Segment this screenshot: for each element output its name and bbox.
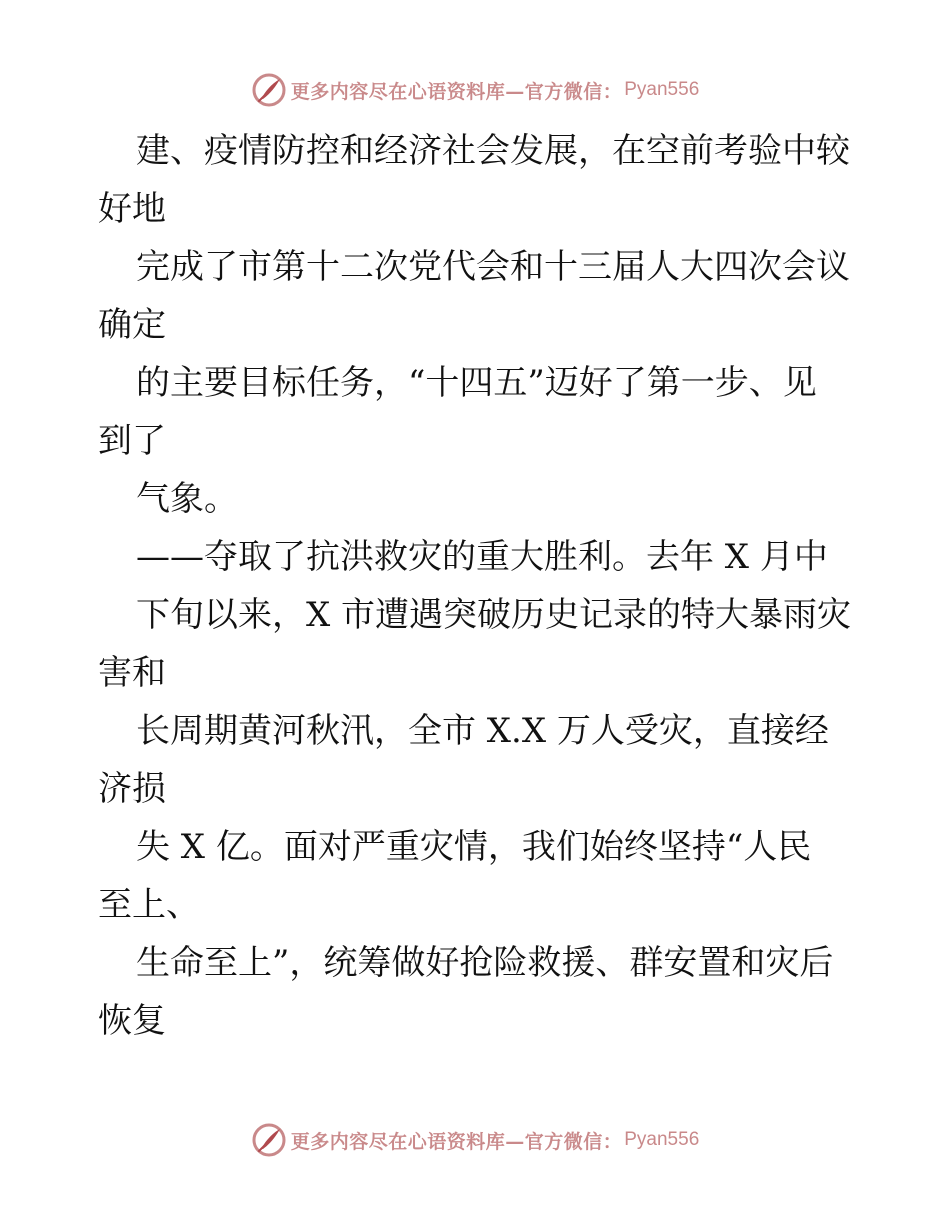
text-line: 完成了市第十二次党代会和十三届人大四次会议	[136, 247, 850, 287]
text-line: 建、疫情防控和经济社会发展，在空前考验中较	[136, 131, 850, 171]
text-line: 的主要目标任务，“十四五”迈好了第一步、见	[136, 363, 817, 403]
header-banner	[0, 70, 950, 110]
text-line: 害和	[98, 653, 166, 693]
document-body	[98, 122, 858, 1050]
banner-text: 更多内容尽在心语资料库—官方微信：	[290, 80, 623, 103]
text-line: 气象。	[136, 479, 238, 519]
text-line: 好地	[98, 189, 166, 229]
text-line: 长周期黄河秋汛，全市 X.X 万人受灾，直接经	[136, 711, 829, 751]
text-line: 确定	[98, 305, 166, 345]
footer-banner	[0, 1120, 950, 1160]
text-line: 生命至上”，统筹做好抢险救援、群安置和灾后	[136, 943, 834, 983]
header-banner-inner	[251, 72, 700, 108]
text-line: 恢复	[98, 1001, 166, 1041]
footer-banner-inner	[251, 1122, 700, 1158]
text-line: ——夺取了抗洪救灾的重大胜利。去年 X 月中	[136, 537, 828, 577]
text-line: 失 X 亿。面对严重灾情，我们始终坚持“人民	[136, 827, 812, 867]
text-line: 到了	[98, 421, 166, 461]
banner-wechat-id: Pyan556	[624, 79, 700, 100]
text-line: 下旬以来，X 市遭遇突破历史记录的特大暴雨灾	[136, 595, 852, 635]
banner-wechat-id: Pyan556	[624, 1129, 700, 1150]
text-line: 济损	[98, 769, 166, 809]
feather-pen-logo-icon	[251, 72, 287, 108]
feather-pen-logo-icon	[251, 1122, 287, 1158]
text-line: 至上、	[98, 885, 200, 925]
banner-text: 更多内容尽在心语资料库—官方微信：	[290, 1130, 623, 1153]
